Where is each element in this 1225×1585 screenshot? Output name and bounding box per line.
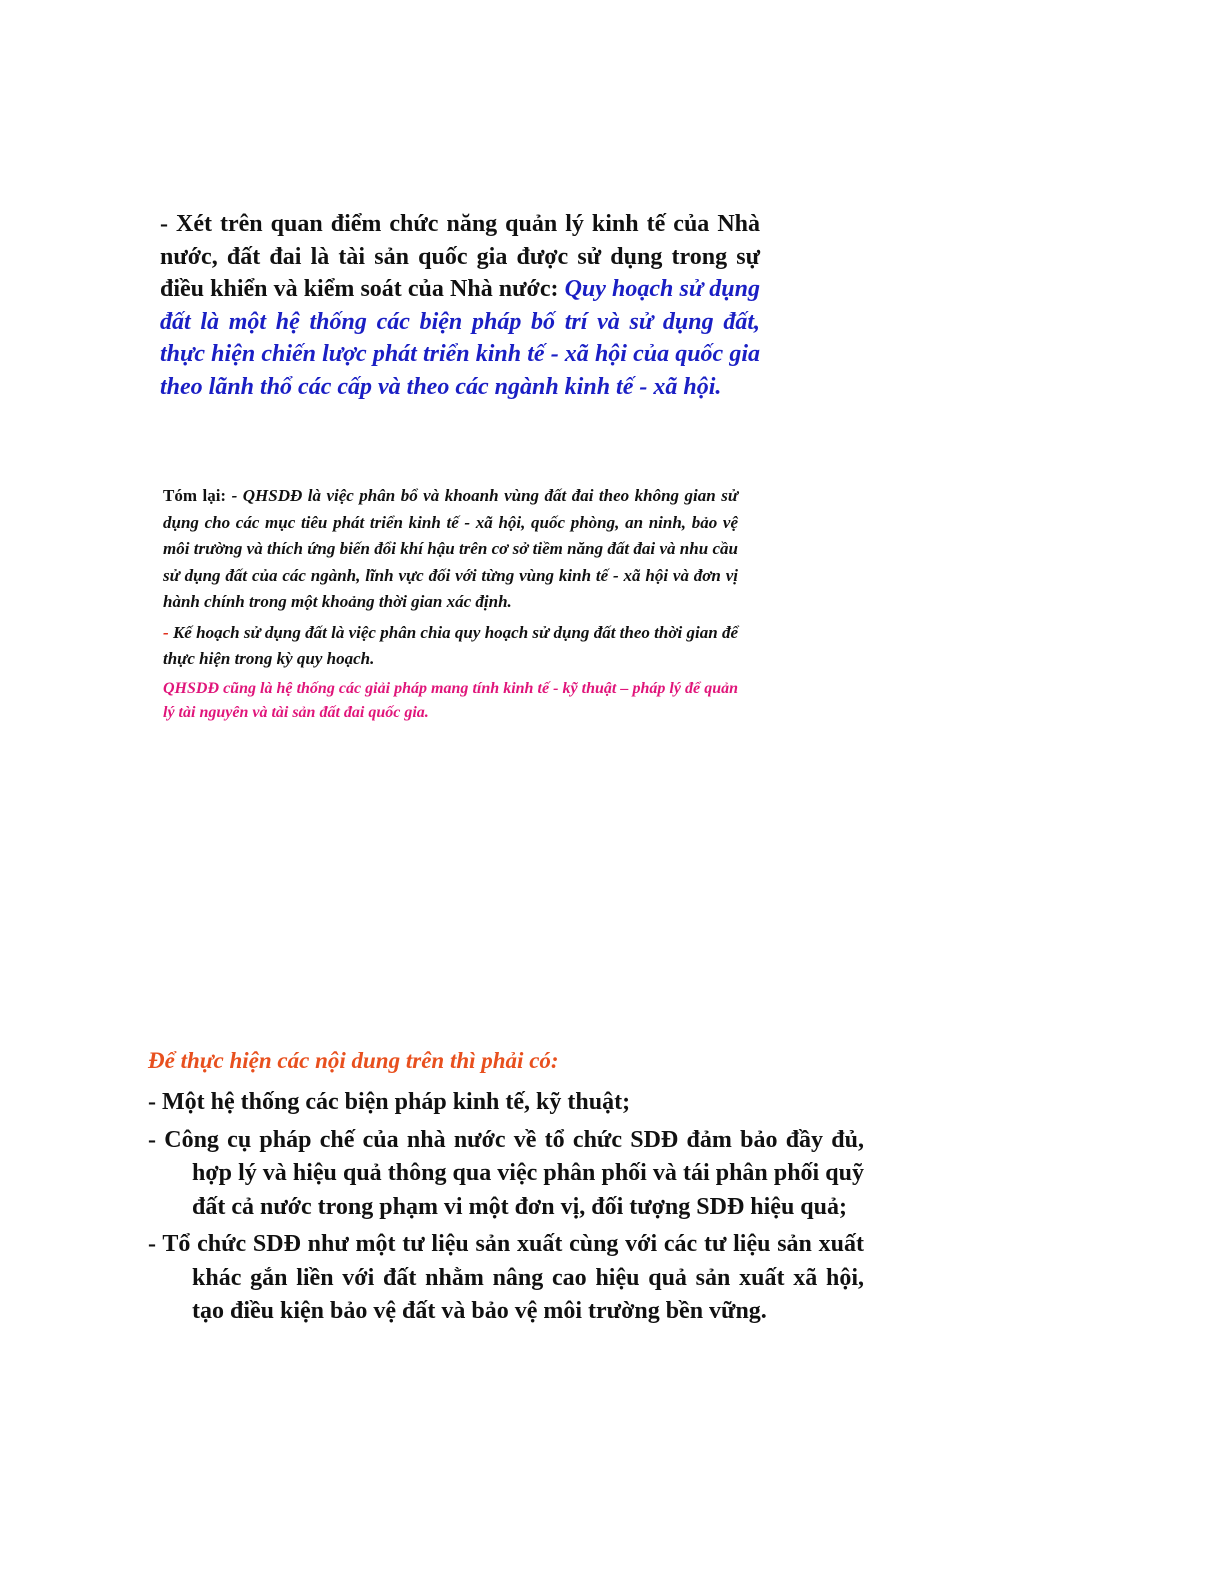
summary-paragraph-1 [163, 483, 738, 616]
summary-qhsdd-definition: - QHSDĐ là việc phân bổ và khoanh vùng đất đai theo không gian sử dụng cho các mục tiêu phát triển kinh tế - xã hội, quốc phòng, an ninh, bảo vệ môi trường và thích ứng biến đổi khí hậu trên cơ sở tiềm năng đất đai và nhu cầu sử dụng đất của các ngành, lĩnh vực đối với từng vùng kinh tế - xã hội và đơn vị hành chính trong một khoảng thời gian xác định. [163, 486, 738, 611]
requirements-list [148, 1086, 864, 1333]
perspective-intro-text: - Xét trên quan điểm chức năng quản lý kinh tế của Nhà nước, đất đai là tài sản quốc gia được sử dụng trong sự điều khiển và kiểm soát của Nhà nước: [160, 211, 760, 302]
management-perspective-paragraph [160, 208, 760, 403]
land-use-planning-definition: Quy hoạch sử dụng đất là một hệ thống các biện pháp bố trí và sử dụng đất, thực hiện chiến lược phát triển kinh tế - xã hội của quốc gia theo lãnh thổ các cấp và theo các ngành kinh tế - xã hội. [160, 276, 761, 400]
summary-paragraph-3: QHSDĐ cũng là hệ thống các giải pháp mang tính kinh tế - kỹ thuật – pháp lý để quản lý tài nguyên và tài sản đất đai quốc gia. [163, 679, 738, 721]
summary-land-use-plan-text: Kế hoạch sử dụng đất là việc phân chia quy hoạch sử dụng đất theo thời gian để thực hiện trong kỳ quy hoạch. [163, 622, 738, 668]
summary-paragraph-2 [163, 620, 738, 673]
summary-dash: - [163, 622, 169, 642]
requirement-item: - Một hệ thống các biện pháp kinh tế, kỹ thuật; [148, 1089, 631, 1115]
summary-label: Tóm lại: [163, 486, 232, 505]
summary-block [163, 483, 738, 725]
requirement-item: - Tổ chức SDĐ như một tư liệu sản xuất cùng với các tư liệu sản xuất khác gắn liền với đất nhằm nâng cao hiệu quả sản xuất xã hội, tạo điều kiện bảo vệ đất và bảo vệ môi trường bền vững. [148, 1231, 864, 1324]
requirement-item: - Công cụ pháp chế của nhà nước về tổ chức SDĐ đảm bảo đầy đủ, hợp lý và hiệu quả thông qua việc phân phối và tái phân phối quỹ đất cả nước trong phạm vi một đơn vị, đối tượng SDĐ hiệu quả; [148, 1126, 864, 1220]
requirements-title: Để thực hiện các nội dung trên thì phải có: [148, 1048, 559, 1073]
